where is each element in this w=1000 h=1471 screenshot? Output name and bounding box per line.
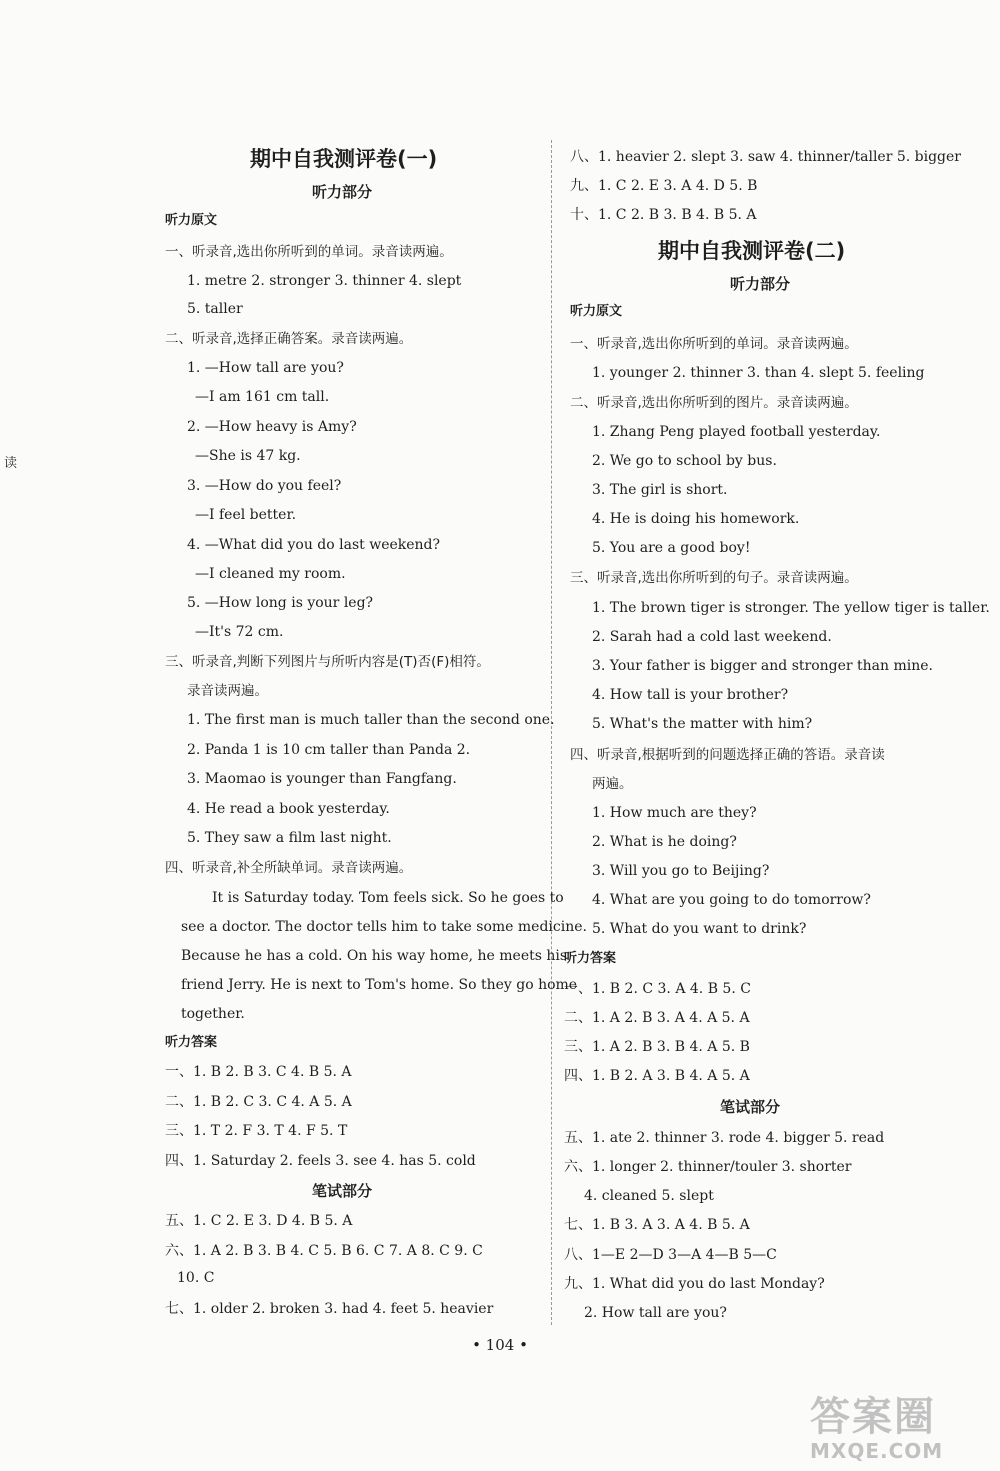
answer-line: 二、1. B 2. C 3. C 4. A 5. A [165,1094,352,1110]
q2-line: 2. —How heavy is Amy? [187,419,357,435]
q2-line: 1. —How tall are you? [187,360,344,376]
written-answer-line: 九、1. What did you do last Monday? [564,1276,825,1292]
listening-part-heading: 听力部分 [312,183,373,201]
answer-line: 三、1. T 2. F 3. T 4. F 5. T [165,1123,348,1139]
q3-line: 2. Panda 1 is 10 cm taller than Panda 2. [187,742,471,758]
q1-line: 5. taller [187,301,243,317]
top-answer-line: 八、1. heavier 2. slept 3. saw 4. thinner/taller 5. bigger [570,149,961,165]
top-answer-line: 九、1. C 2. E 3. A 4. D 5. B [570,178,758,194]
q2-line: 4. He is doing his homework. [592,511,800,527]
q3-line: 4. He read a book yesterday. [187,801,390,817]
q3-line: 1. The first man is much taller than the second one. [187,712,555,728]
q3-title: 三、听录音,判断下列图片与所听内容是(T)否(F)相符。 [165,654,490,670]
test-title-1: 期中自我测评卷(一) [250,147,438,171]
top-answer-line: 十、1. C 2. B 3. B 4. B 5. A [570,207,757,223]
q4-passage-line: Because he has a cold. On his way home, he meets his [181,948,568,964]
q4-line: 4. What are you going to do tomorrow? [592,892,871,908]
q3-line: 5. What's the matter with him? [592,716,813,732]
q4-passage-line: see a doctor. The doctor tells him to take some medicine. [181,919,587,935]
q3-line: 2. Sarah had a cold last weekend. [592,629,832,645]
listening-answers-heading: 听力答案 [564,951,617,966]
q2-line: —I am 161 cm tall. [195,389,330,405]
q2-line: —It's 72 cm. [195,624,284,640]
written-answer-line: 五、1. ate 2. thinner 3. rode 4. bigger 5. read [564,1130,885,1146]
q4-passage-line: together. [181,1006,245,1022]
listening-part-heading: 听力部分 [730,275,791,293]
q4-passage-line: It is Saturday today. Tom feels sick. So he goes to [212,890,564,906]
answer-line: 一、1. B 2. C 3. A 4. B 5. C [564,981,751,997]
q3-line: 3. Your father is bigger and stronger than mine. [592,658,933,674]
answer-line: 四、1. Saturday 2. feels 3. see 4. has 5. cold [165,1153,476,1169]
listening-script-heading: 听力原文 [570,304,623,319]
written-answer-line: 4. cleaned 5. slept [584,1188,714,1204]
q2-line: —She is 47 kg. [195,448,301,464]
q1-line: 1. metre 2. stronger 3. thinner 4. slept [187,273,462,289]
answer-line: 二、1. A 2. B 3. A 4. A 5. A [564,1010,750,1026]
q3-line: 3. Maomao is younger than Fangfang. [187,771,457,787]
q2-line: —I cleaned my room. [195,566,346,582]
q2-line: 2. We go to school by bus. [592,453,777,469]
written-answer-line: 五、1. C 2. E 3. D 4. B 5. A [165,1213,353,1229]
written-answer-line: 八、1—E 2—D 3—A 4—B 5—C [564,1247,777,1263]
q1-title: 一、听录音,选出你所听到的单词。录音读两遍。 [165,244,453,260]
column-divider [551,140,552,1325]
written-part-heading: 笔试部分 [720,1098,781,1116]
q2-line: 1. Zhang Peng played football yesterday. [592,424,881,440]
written-answer-line: 2. How tall are you? [584,1305,727,1321]
listening-script-heading: 听力原文 [165,213,218,228]
watermark-text: 答案圈 [810,1394,936,1440]
q2-line: 5. —How long is your leg? [187,595,374,611]
listening-answers-heading: 听力答案 [165,1035,218,1050]
q2-line: 5. You are a good boy! [592,540,751,556]
q3-line: 1. The brown tiger is stronger. The yellow tiger is taller. [592,600,990,616]
written-part-heading: 笔试部分 [312,1182,373,1200]
written-answer-line: 七、1. B 3. A 3. A 4. B 5. A [564,1217,750,1233]
q4-line: 1. How much are they? [592,805,757,821]
test-title-2: 期中自我测评卷(二) [658,239,846,263]
q4-title: 四、听录音,补全所缺单词。录音读两遍。 [165,860,413,876]
answer-line: 一、1. B 2. B 3. C 4. B 5. A [165,1064,352,1080]
q2-line: 3. The girl is short. [592,482,728,498]
q4-line: 3. Will you go to Beijing? [592,863,770,879]
q2-title: 二、听录音,选择正确答案。录音读两遍。 [165,331,413,347]
q3-title: 三、听录音,选出你所听到的句子。录音读两遍。 [570,570,858,586]
watermark-logo [810,1395,943,1463]
q2-line: 4. —What did you do last weekend? [187,537,441,553]
q3-line: 5. They saw a film last night. [187,830,392,846]
answer-line: 三、1. A 2. B 3. B 4. A 5. B [564,1039,750,1055]
page-number: • 104 • [472,1336,528,1354]
q2-line: 3. —How do you feel? [187,478,342,494]
answer-line: 四、1. B 2. A 3. B 4. A 5. A [564,1068,750,1084]
q4-line: 2. What is he doing? [592,834,737,850]
q1-title: 一、听录音,选出你所听到的单词。录音读两遍。 [570,336,858,352]
q2-title: 二、听录音,选出你所听到的图片。录音读两遍。 [570,395,858,411]
q4-title-cont: 两遍。 [592,776,633,792]
q4-line: 5. What do you want to drink? [592,921,807,937]
q3-line: 4. How tall is your brother? [592,687,789,703]
margin-character: 读 [4,456,18,471]
watermark-url: MXQE.COM [810,1439,944,1463]
q2-line: —I feel better. [195,507,297,523]
q4-title: 四、听录音,根据听到的问题选择正确的答语。录音读 [570,747,885,763]
q4-passage-line: friend Jerry. He is next to Tom's home. So they go home [181,977,578,993]
written-answer-line: 六、1. A 2. B 3. B 4. C 5. B 6. C 7. A 8. C 9. C [165,1243,483,1259]
written-answer-line: 六、1. longer 2. thinner/touler 3. shorter [564,1159,852,1175]
q3-title-cont: 录音读两遍。 [187,683,268,699]
written-answer-line: 七、1. older 2. broken 3. had 4. feet 5. heavier [165,1301,494,1317]
written-answer-line: 10. C [177,1270,215,1286]
q1-line: 1. younger 2. thinner 3. than 4. slept 5. feeling [592,365,925,381]
